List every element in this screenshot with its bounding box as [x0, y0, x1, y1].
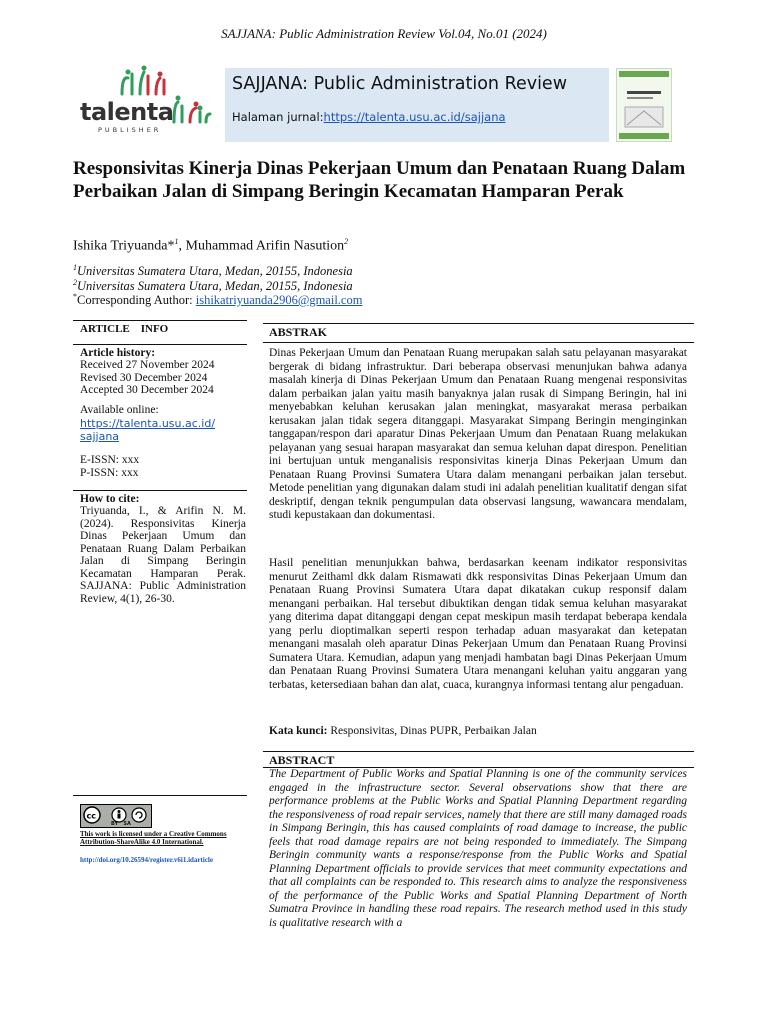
cite-top-rule	[73, 490, 247, 491]
accepted-date: Accepted 30 December 2024	[80, 384, 214, 396]
available-link-line-2[interactable]: sajjana	[80, 430, 120, 443]
corresponding-label: Corresponding Author:	[77, 293, 196, 308]
affiliation-1-text: Universitas Sumatera Utara, Medan, 20155, Indonesia	[77, 264, 353, 279]
journal-title: SAJJANA: Public Administration Review	[232, 74, 568, 94]
keywords	[269, 725, 687, 739]
affiliation-2-marker: 2	[73, 278, 77, 287]
info-mid-rule	[73, 344, 247, 345]
received-date: Received 27 November 2024	[80, 359, 215, 371]
abstrak-heading: ABSTRAK	[269, 325, 328, 339]
cover-image-icon	[617, 69, 671, 141]
journal-banner	[225, 68, 609, 142]
affiliation-1-marker: 1	[73, 263, 77, 272]
logo-wordmark: talenta	[80, 98, 174, 126]
author-1-marker: 1	[174, 237, 179, 246]
corresponding-marker: *	[73, 292, 77, 301]
author-list	[73, 237, 348, 255]
article-info-heading: ARTICLE INFO	[80, 323, 169, 335]
homepage-label: Halaman jurnal:	[232, 110, 324, 124]
homepage-link[interactable]: https://talenta.usu.ac.id/sajjana	[323, 110, 506, 124]
eissn: E-ISSN: xxx	[80, 454, 140, 466]
abstract-top-rule	[263, 751, 694, 752]
author-2: Muhammad Arifin Nasution	[185, 238, 345, 254]
journal-homepage	[232, 110, 506, 124]
keywords-label: Kata kunci:	[269, 725, 328, 737]
abstrak-top-rule	[263, 323, 694, 324]
corresponding-author	[73, 292, 362, 308]
svg-text:cc: cc	[86, 811, 96, 821]
affiliation-2-text: Universitas Sumatera Utara, Medan, 20155, Indonesia	[77, 279, 353, 294]
running-head: SAJJANA: Public Administration Review Vol.04, No.01 (2024)	[221, 26, 547, 41]
revised-date: Revised 30 December 2024	[80, 372, 208, 384]
cc-by-sa-badge[interactable]	[80, 804, 152, 828]
article-title: Responsivitas Kinerja Dinas Pekerjaan Umum dan Penataan Ruang Dalam Perbaikan Jalan di Simpang Beringin Kecamatan Hamparan Perak	[73, 158, 686, 202]
keywords-text: Responsivitas, Dinas PUPR, Perbaikan Jalan	[327, 725, 537, 737]
author-separator: ,	[178, 238, 186, 254]
abstract-heading: ABSTRACT	[269, 753, 335, 767]
corresponding-email-link[interactable]: ishikatriyuanda2906@gmail.com	[195, 293, 363, 308]
cc-badge-caption: BY SA	[111, 821, 131, 827]
available-link[interactable]	[80, 417, 246, 443]
author-2-marker: 2	[344, 237, 349, 246]
abstrak-paragraph-1: Dinas Pekerjaan Umum dan Penataan Ruang merupakan salah satu pelayanan masyarakat bergerak di bidang infrastruktur. Dari beberapa observasi menunjukan bahwa adanya masalah kinerja di Dinas Pekerjaan Umum dan Penataan Ruang mengenai responsivitas dalam perbaikan jalan yaitu masih banyaknya jalan rusak di Simpang Beringin, hal ini menyebabkan keluhan kerusakan jalan meningkat, masyarakat merasa perbaikan kerusakan jalan tidak segera ditanggapi. Masyarakat Simpang Beringin menginginkan tanggapan/respon dari aparatur Dinas Pekerjaan Umum dan Penataan Ruang melakukan pelayanan yang sesuai harapan masyarakat dan semua keluhan dapat direspon. Penelitian ini bertujuan untuk menganalisis responsivitas kinerja Dinas Pekerjaan Umum dan Penataan Ruang Provinsi Sumatera Utara dalam menangani perbaikan jalan tersebut. Metode penelitian yang digunakan dalam studi ini adalah penelitian kualitatif dengan sifat deskriptif, dengan teknik pengumpulan data observasi langsung, wawancara mendalam, studi kepustakaan dan dokumentasi.	[269, 347, 687, 521]
info-top-rule	[73, 320, 247, 321]
abstrak-paragraph-2: Hasil penelitian menunjukkan bahwa, berdasarkan keenam indikator responsivitas menurut Zeithaml dkk dalam Rismawati dkk responsivitas Dinas Pekerjaan Umum dan Penataan Ruang Provinsi Sumatera Utara dapat dikatakan cukup responsif dalam menangani perbaikan. Hal tersebut dibuktikan dengan tidak semua keluhan masyarakat yang diterima dapat ditanggapi dengan cepat meskipun masih terdapat beberapa kendala yang perlu dioptimalkan seperti respon terhadap aduan masyarakat dan ketepatan menangani masalah oleh aparatur Dinas Pekerjaan Umum dan Penataan Ruang Provinsi Sumatera Utara. Kemudian, adapun yang menjadi hambatan bagi Dinas Pekerjaan Umum dan Penataan Ruang Provinsi Sumatera Utara menangani keluhan yaitu anggaran yang terbatas, ketersediaan bahan dan alat, cuaca, kurangnya informasi tentang alur pengaduan.	[269, 557, 687, 691]
license-text[interactable]: This work is licensed under a Creative Commons Attribution-ShareAlike 4.0 International.	[80, 830, 227, 846]
license-rule	[73, 795, 247, 796]
abstrak-mid-rule	[263, 342, 694, 343]
affiliation-1	[73, 263, 353, 279]
journal-cover-thumbnail	[616, 68, 672, 142]
available-label: Available online:	[80, 404, 159, 416]
publisher-logo	[78, 64, 218, 144]
logo-subtitle: PUBLISHER	[98, 126, 162, 134]
cite-text: Triyuanda, I., & Arifin N. M. (2024). Responsivitas Kinerja Dinas Pekerjaan Umum dan Penataan Ruang Dalam Perbaikan Jalan di Simpang Beringin Kecamatan Hamparan Perak. SAJJANA: Public Administration Review, 4(1), 26-30.	[80, 505, 246, 605]
author-1: Ishika Triyuanda*	[73, 238, 175, 254]
pissn: P-ISSN: xxx	[80, 467, 139, 479]
cite-label: How to cite:	[80, 493, 140, 505]
doi-link[interactable]: http://doi.org/10.26594/register.v6i1.idarticle	[80, 856, 213, 864]
available-link-line-1[interactable]: https://talenta.usu.ac.id/	[80, 417, 216, 430]
history-label: Article history:	[80, 347, 156, 359]
abstract-text: The Department of Public Works and Spatial Planning is one of the community services engaged in the infrastructure sector. Several observations show that there are performance problems at the Public Works and Spatial Planning Department regarding the responsiveness of road repair services, namely that there are still many damaged roads in Simpang Beringin, this has caused complaints of road damage to increase, the public feels that road damage repairs are not being responded to immediately. The Simpang Beringin community wants a response/response from the Public Works and Spatial Planning Department officials to provide services that meet community expectations and that all complaints can be responded to. This research aims to analyze the responsiveness of the performance of the Public Works and Spatial Planning Department of North Sumatra Province in handling these road repairs. The research method used in this study is qualitative research with a	[269, 768, 687, 929]
